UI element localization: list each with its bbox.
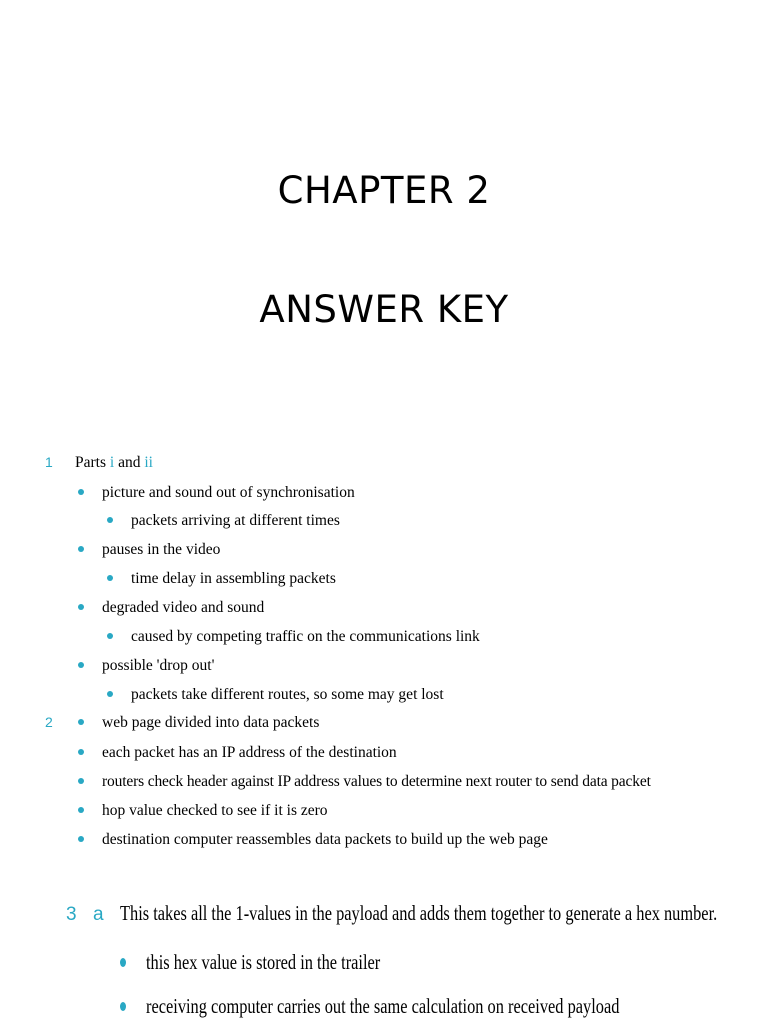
bullet-icon <box>107 691 113 697</box>
list-item: hop value checked to see if it is zero <box>102 802 328 819</box>
answer-key-title: ANSWER KEY <box>259 288 509 331</box>
part-i-label: i <box>109 454 115 471</box>
bullet-icon <box>78 807 84 813</box>
list-item: packets arriving at different times <box>131 512 340 529</box>
bullet-icon <box>107 517 113 523</box>
bullet-icon <box>107 575 113 581</box>
intro-prefix: Parts <box>75 454 110 471</box>
bullet-icon <box>78 836 84 842</box>
chapter-title: CHAPTER 2 <box>277 169 491 212</box>
question-1-number: 1 <box>45 454 53 470</box>
bullet-icon <box>78 604 84 610</box>
list-item: packets take different routes, so some may get lost <box>131 686 444 703</box>
question-2-number: 2 <box>45 714 53 730</box>
question-3-part-label: a <box>93 904 104 925</box>
list-item: this hex value is stored in the trailer <box>146 950 381 974</box>
bullet-icon <box>78 662 84 668</box>
list-item: time delay in assembling packets <box>131 570 336 587</box>
list-item: possible 'drop out' <box>102 657 215 674</box>
question-3a-answer: This takes all the 1-values in the payload and adds them together to generate a hex number. <box>120 901 718 925</box>
list-item: each packet has an IP address of the destination <box>102 744 397 761</box>
question-3-number: 3 <box>66 904 77 925</box>
list-item: caused by competing traffic on the communications link <box>131 628 480 645</box>
list-item: routers check header against IP address values to determine next router to send data packet <box>102 773 651 790</box>
list-item: destination computer reassembles data packets to build up the web page <box>102 831 548 848</box>
bullet-icon <box>120 958 126 967</box>
question-1-intro <box>75 455 153 471</box>
bullet-icon <box>78 778 84 784</box>
list-item: picture and sound out of synchronisation <box>102 484 355 501</box>
bullet-icon <box>78 489 84 495</box>
list-item: degraded video and sound <box>102 599 265 616</box>
bullet-icon <box>107 633 113 639</box>
bullet-icon <box>78 749 84 755</box>
bullet-icon <box>78 719 84 725</box>
bullet-icon <box>120 1002 126 1011</box>
list-item: web page divided into data packets <box>102 714 320 731</box>
bullet-icon <box>78 546 84 552</box>
list-item: receiving computer carries out the same calculation on received payload <box>146 994 620 1018</box>
list-item: pauses in the video <box>102 541 221 558</box>
part-ii-label: ii <box>144 454 153 471</box>
intro-and: and <box>114 454 145 471</box>
